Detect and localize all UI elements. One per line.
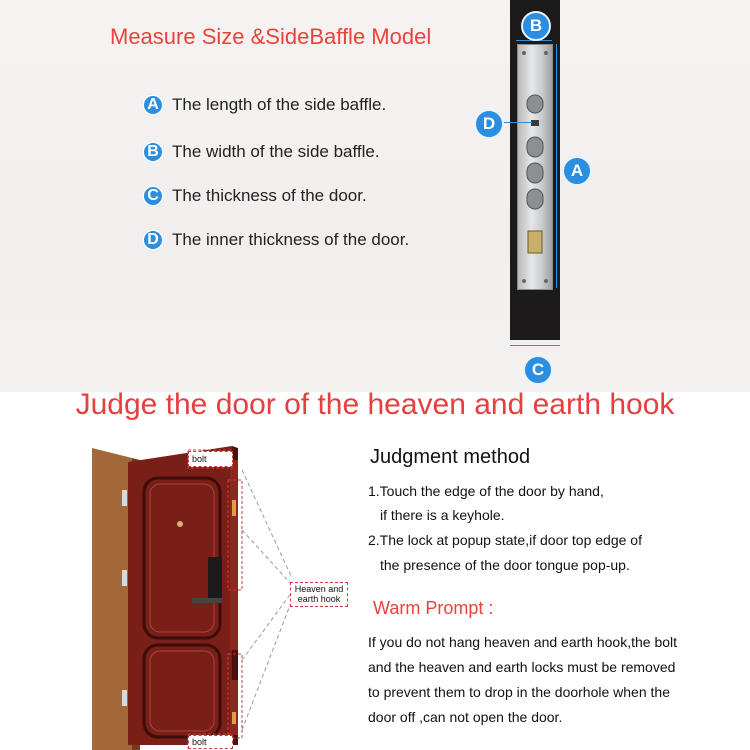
legend-text-d: The inner thickness of the door. — [172, 230, 410, 249]
marker-c-icon: C — [523, 355, 553, 385]
side-baffle-plate — [517, 44, 553, 290]
hook-label-line-1: Heaven and — [294, 584, 344, 594]
warm-line-4: door off ,can not open the door. — [368, 709, 563, 725]
thickness-line-c — [510, 345, 560, 346]
legend-item-a — [142, 94, 386, 116]
marker-a-icon: A — [562, 156, 592, 186]
step-line-4: the presence of the door tongue pop-up. — [380, 557, 630, 573]
badge-d-icon: D — [142, 229, 164, 251]
legend-item-c — [142, 185, 367, 207]
warm-prompt-title: Warm Prompt : — [373, 598, 494, 618]
badge-b-icon: B — [142, 141, 164, 163]
warm-line-1: If you do not hang heaven and earth hook,the bolt — [368, 634, 678, 650]
badge-a-icon: A — [142, 94, 164, 116]
warm-line-2: and the heaven and earth locks must be removed — [368, 659, 676, 675]
badge-c-icon: C — [142, 185, 164, 207]
warm-line-3: to prevent them to drop in the doorhole when the — [368, 684, 670, 700]
legend-item-b — [142, 141, 380, 163]
step-line-1: 1.Touch the edge of the door by hand, — [368, 483, 604, 499]
step-line-3: 2.The lock at popup state,if door top edge of — [368, 532, 642, 548]
legend-item-d — [142, 229, 409, 251]
marker-d-icon: D — [474, 109, 504, 139]
measure-title: Measure Size &SideBaffle Model — [110, 24, 432, 49]
legend-text-c: The thickness of the door. — [172, 186, 367, 205]
legend-text-b: The width of the side baffle. — [172, 142, 380, 161]
legend-text-a: The length of the side baffle. — [172, 95, 387, 114]
marker-b-icon: B — [521, 11, 551, 41]
plate-details-icon — [518, 45, 552, 289]
label-bolt-top: bolt — [188, 451, 233, 467]
step-line-2: if there is a keyhole. — [380, 507, 505, 523]
hook-title: Judge the door of the heaven and earth hook — [75, 388, 675, 421]
length-line-a — [556, 44, 557, 288]
hook-label-line-2: earth hook — [297, 594, 341, 604]
judgment-heading: Judgment method — [370, 446, 531, 468]
label-heaven-earth-hook — [290, 582, 348, 607]
label-bolt-bottom: bolt — [188, 735, 233, 749]
